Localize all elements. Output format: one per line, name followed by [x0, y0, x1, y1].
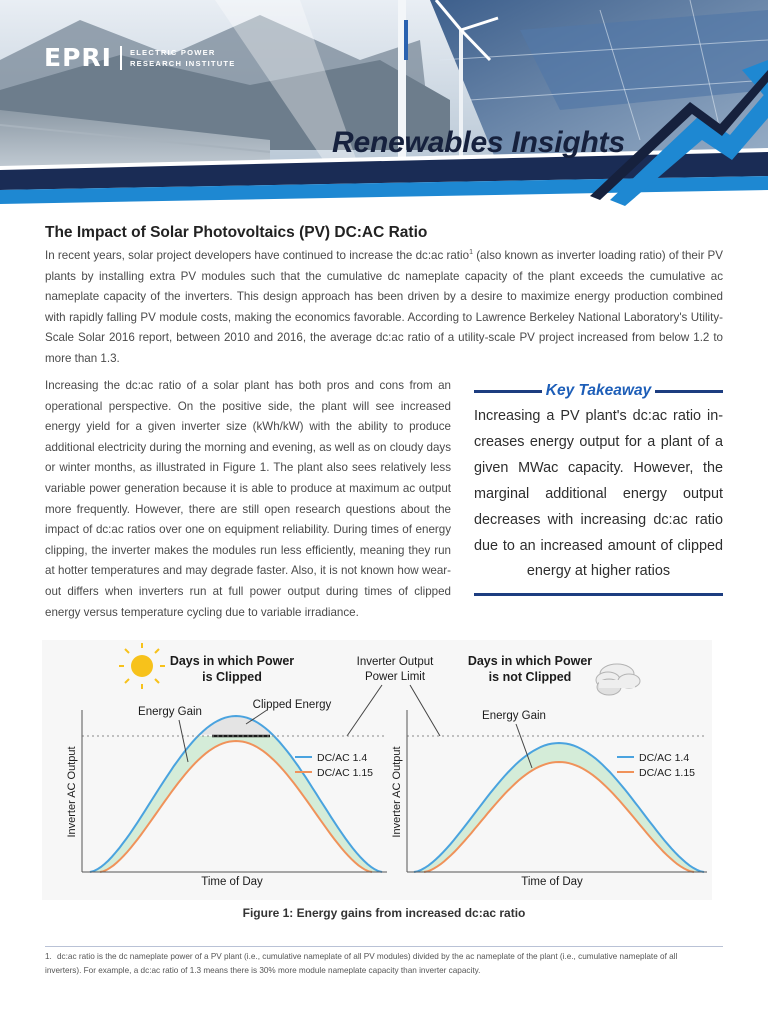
key-takeaway-text: Increasing a PV plant's dc:ac ratio in-creases energy output for a plant of a given MWac capacity. However, the marginal additional energy output decreases with increasing dc:ac ratio due to an increased amount of clipped energy at higher ratios — [474, 408, 723, 580]
right-y-axis-label: Inverter AC Output — [391, 746, 403, 838]
logo-divider — [120, 46, 122, 70]
right-legend-label-1: DC/AC 1.4 — [639, 752, 690, 764]
footnote-number: 1. — [45, 952, 52, 961]
footnote-reference[interactable]: 1 — [469, 249, 473, 257]
right-x-axis-label: Time of Day — [521, 876, 583, 888]
footnote-text: dc:ac ratio is the dc nameplate power of a PV plant (i.e., cumulative nameplate of all PV modules) divided by the ac nameplate of the plant (i.e., cumulative nameplate of all inverters). For example, a dc:ac ratio of 1.3 means there is 30% more module nameplate capacity than inverter capacity. — [45, 952, 678, 975]
logo-org-line-1: ELECTRIC POWER — [129, 47, 216, 57]
left-legend-label-2: DC/AC 1.15 — [317, 767, 374, 779]
key-takeaway-title: Key Takeaway — [545, 382, 652, 399]
footnote-divider — [45, 946, 723, 947]
power-limit-label-line-2: Power Limit — [364, 671, 426, 683]
logo-org-name — [130, 47, 236, 69]
key-takeaway-box — [474, 380, 723, 596]
left-panel-title-line-1: Days in which Power — [169, 654, 295, 668]
left-legend-label-1: DC/AC 1.4 — [317, 752, 368, 764]
rule-line — [474, 390, 542, 393]
right-panel-title-line-1: Days in which Power — [467, 654, 593, 668]
rule-line — [474, 593, 723, 596]
intro-paragraph — [45, 246, 723, 370]
left-y-axis-label: Inverter AC Output — [66, 746, 78, 838]
clipped-energy-label: Clipped Energy — [252, 699, 332, 711]
right-energy-gain-label: Energy Gain — [482, 710, 546, 722]
banner-artwork — [0, 0, 768, 206]
footnote — [45, 950, 715, 977]
intro-text-before: In recent years, solar project developers have continued to increase the dc:ac ratio — [45, 249, 470, 262]
header-banner — [0, 0, 768, 206]
logo-org-line-2: RESEARCH INSTITUTE — [129, 58, 236, 68]
body-paragraph: Increasing the dc:ac ratio of a solar plant has both pros and cons from an operational perspective. On the positive side, the plant will see increased energy yield for a given inverter size (kWh/kW) with the ability to produce additional electricity during the morning and evening, as well as on cloudy days or winter months, as illustrated in Figure 1. The plant also sees relatively less variable power generation because it is able to produce at maximum ac output more frequently. However, there are still open research questions about the impact of dc:ac ratios over one on equipment reliability. During times of energy clipping, the inverter makes the modules run less efficiently, meaning they run at hotter temperatures and may degrade faster. Also, it is not known how wear-out differs when inverters run at full power output during times of clipped energy versus temperature cycling due to variable irradiance. — [45, 379, 451, 619]
figure-caption: Figure 1: Energy gains from increased dc:ac ratio — [242, 906, 526, 920]
left-x-axis-label: Time of Day — [201, 876, 263, 888]
left-panel-title-line-2: is Clipped — [202, 670, 262, 684]
epri-logo[interactable] — [44, 45, 236, 70]
banner-title: Renewables Insights — [332, 126, 625, 159]
right-legend-label-2: DC/AC 1.15 — [639, 767, 696, 779]
power-limit-label-line-1: Inverter Output — [356, 656, 434, 668]
figure-1 — [42, 640, 712, 900]
article-heading: The Impact of Solar Photovoltaics (PV) DC:AC Ratio — [45, 224, 428, 241]
right-panel-title-line-2: is not Clipped — [488, 670, 572, 684]
key-takeaway-header — [474, 380, 723, 402]
intro-text-after: (also known as inverter loading ratio) of their PV plants by installing extra PV modules such that the cumulative dc nameplate capacity of the plant exceeds the cumulative ac nameplate capacity of the inverters. This design approach has been driven by a desire to maximize energy production combined with rapidly falling PV module costs, making the economics favorable. According to Lawrence Berkeley National Laboratory's Utility-Scale Solar 2016 report, between 2010 and 2016, the average dc:ac ratio of a utility-scale PV project increased from below 1.2 to more than 1.3. — [45, 249, 723, 365]
rule-line — [655, 390, 723, 393]
left-energy-gain-label: Energy Gain — [138, 706, 202, 718]
logo-wordmark: EPRI — [44, 43, 112, 72]
